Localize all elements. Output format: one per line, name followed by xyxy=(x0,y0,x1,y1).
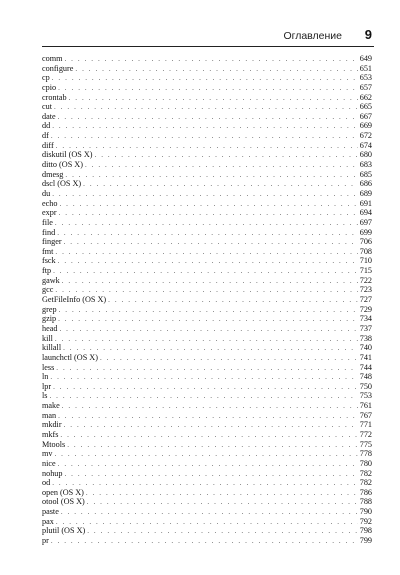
toc-entry-page: 649 xyxy=(359,54,372,63)
toc-entry xyxy=(42,73,372,83)
dot-leader xyxy=(50,373,357,382)
dot-leader xyxy=(59,200,357,209)
dot-leader xyxy=(55,286,357,295)
toc-entry-page: 786 xyxy=(359,487,372,497)
toc-entry-title: lpr xyxy=(42,381,52,391)
toc-entry-title: pax xyxy=(42,516,54,526)
toc-entry-title: killall xyxy=(42,343,62,353)
toc-entry-page: 788 xyxy=(359,497,372,507)
toc-entry-page: 782 xyxy=(359,478,372,488)
toc-entry-title: nohup xyxy=(42,468,63,478)
toc-entry-title: plutil (OS X) xyxy=(42,526,86,536)
toc-entry-page: 723 xyxy=(359,285,372,295)
dot-leader xyxy=(53,383,358,392)
toc-entry-page: 729 xyxy=(359,304,372,314)
toc-entry-title: finger xyxy=(42,237,62,247)
dot-leader xyxy=(108,296,358,305)
dot-leader xyxy=(52,74,358,83)
toc-entry-title: launchctl (OS X) xyxy=(42,352,98,362)
toc-entry xyxy=(42,507,372,517)
toc-entry xyxy=(42,430,372,440)
toc-entry xyxy=(42,469,372,479)
toc-entry-page: 708 xyxy=(359,246,372,256)
dot-leader xyxy=(52,479,358,488)
toc-entry xyxy=(42,150,372,160)
dot-leader xyxy=(95,151,358,160)
toc-entry-page: 689 xyxy=(359,188,372,198)
toc-entry xyxy=(42,189,372,199)
toc-entry-page: 737 xyxy=(359,323,372,333)
toc-entry-page: 753 xyxy=(359,391,372,401)
toc-entry-title: man xyxy=(42,410,57,420)
dot-leader xyxy=(62,402,358,411)
toc-entry-page: 734 xyxy=(359,314,372,324)
toc-entry-title: cpio xyxy=(42,82,57,92)
toc-entry-title: comm xyxy=(42,54,63,63)
toc-entry-page: 748 xyxy=(359,372,372,382)
dot-leader xyxy=(59,306,358,315)
toc-entry-title: grep xyxy=(42,304,57,314)
toc-entry xyxy=(42,391,372,401)
toc-entry xyxy=(42,179,372,189)
toc-entry-title: du xyxy=(42,188,51,198)
toc-entry xyxy=(42,401,372,411)
toc-entry xyxy=(42,488,372,498)
dot-leader xyxy=(64,421,358,430)
toc-entry-page: 706 xyxy=(359,237,372,247)
dot-leader xyxy=(51,537,358,546)
toc-entry xyxy=(42,420,372,430)
toc-entry-page: 775 xyxy=(359,439,372,449)
toc-entry-page: 674 xyxy=(359,140,372,150)
toc-entry-title: paste xyxy=(42,507,59,517)
toc-entry-title: ls xyxy=(42,391,48,401)
toc-entry xyxy=(42,93,372,103)
toc-entry xyxy=(42,353,372,363)
toc-entry xyxy=(42,334,372,344)
toc-entry-page: 669 xyxy=(359,121,372,131)
toc-entry xyxy=(42,160,372,170)
toc-entry xyxy=(42,372,372,382)
toc-entry xyxy=(42,199,372,209)
toc-entry-title: pr xyxy=(42,536,49,546)
toc-entry-page: 741 xyxy=(359,352,372,362)
toc-entry xyxy=(42,54,372,64)
dot-leader xyxy=(86,489,358,498)
toc-entry-title: crontab xyxy=(42,92,67,102)
dot-leader xyxy=(87,498,358,507)
dot-leader xyxy=(83,180,358,189)
toc-entry-page: 657 xyxy=(359,82,372,92)
toc-entry-page: 665 xyxy=(359,102,372,112)
toc-entry-page: 694 xyxy=(359,208,372,218)
toc-entry xyxy=(42,256,372,266)
toc-entry-page: 680 xyxy=(359,150,372,160)
toc-entry-title: gzip xyxy=(42,314,57,324)
toc-entry-page: 697 xyxy=(359,217,372,227)
dot-leader xyxy=(55,219,358,228)
toc-entry-title: ln xyxy=(42,372,49,382)
dot-leader xyxy=(55,248,357,257)
toc-entry-title: open (OS X) xyxy=(42,487,84,497)
toc-entry xyxy=(42,449,372,459)
toc-entry xyxy=(42,121,372,131)
toc-entry-title: diff xyxy=(42,140,54,150)
dot-leader xyxy=(65,171,357,180)
dot-leader xyxy=(54,450,357,459)
dot-leader xyxy=(52,190,358,199)
toc-entry-page: 744 xyxy=(359,362,372,372)
dot-leader xyxy=(69,94,358,103)
toc-entry-page: 722 xyxy=(359,275,372,285)
dot-leader xyxy=(49,392,357,401)
toc-entry-title: date xyxy=(42,111,56,121)
toc-entry-page: 798 xyxy=(359,526,372,536)
dot-leader xyxy=(55,335,358,344)
toc-entry xyxy=(42,295,372,305)
dot-leader xyxy=(85,161,358,170)
toc-entry-title: GetFileInfo (OS X) xyxy=(42,295,107,305)
dot-leader xyxy=(56,142,358,151)
dot-leader xyxy=(100,354,358,363)
toc-entry xyxy=(42,131,372,141)
toc-entry-title: Mtools xyxy=(42,439,66,449)
dot-leader xyxy=(60,431,357,440)
toc-entry-title: ditto (OS X) xyxy=(42,160,83,170)
toc-entry-page: 750 xyxy=(359,381,372,391)
dot-leader xyxy=(54,103,358,112)
toc-entry-page: 767 xyxy=(359,410,372,420)
dot-leader xyxy=(61,508,358,517)
toc-entry-page: 667 xyxy=(359,111,372,121)
toc-entry xyxy=(42,247,372,257)
toc-entry xyxy=(42,170,372,180)
dot-leader xyxy=(58,412,358,421)
toc-entry-page: 662 xyxy=(359,92,372,102)
toc-entry-page: 727 xyxy=(359,295,372,305)
toc-entry-page: 651 xyxy=(359,63,372,73)
toc-entry xyxy=(42,459,372,469)
toc-entry-title: dscl (OS X) xyxy=(42,179,82,189)
toc-entry xyxy=(42,83,372,93)
dot-leader xyxy=(57,229,358,238)
dot-leader xyxy=(64,55,357,64)
toc-entry-title: mv xyxy=(42,449,53,459)
toc-entry-page: 778 xyxy=(359,449,372,459)
toc-entry-page: 738 xyxy=(359,333,372,343)
toc-entry-title: echo xyxy=(42,198,58,208)
toc-entry-title: configure xyxy=(42,63,74,73)
dot-leader xyxy=(58,460,358,469)
dot-leader xyxy=(75,65,357,74)
toc-entry xyxy=(42,228,372,238)
dot-leader xyxy=(67,441,358,450)
toc-entry-page: 782 xyxy=(359,468,372,478)
toc-entry xyxy=(42,218,372,228)
toc-entry-title: od xyxy=(42,478,51,488)
toc-entry-page: 715 xyxy=(359,266,372,276)
toc-entry-title: find xyxy=(42,227,56,237)
toc-entry-page: 672 xyxy=(359,131,372,141)
toc-entry-title: diskutil (OS X) xyxy=(42,150,93,160)
toc-entry xyxy=(42,363,372,373)
toc-entry xyxy=(42,478,372,488)
header-title: Оглавление xyxy=(283,30,342,42)
dot-leader xyxy=(53,267,358,276)
toc-entry xyxy=(42,64,372,74)
toc-entry-title: cp xyxy=(42,73,50,83)
toc-entry xyxy=(42,343,372,353)
toc-entry-title: make xyxy=(42,401,60,411)
toc-entry-page: 691 xyxy=(359,198,372,208)
toc-entry-title: mkdir xyxy=(42,420,62,430)
toc-entry-page: 761 xyxy=(359,401,372,411)
toc-entry-page: 780 xyxy=(359,458,372,468)
toc-entry-title: gcc xyxy=(42,285,54,295)
toc-entry xyxy=(42,314,372,324)
toc-entry xyxy=(42,536,372,546)
toc-entry xyxy=(42,517,372,527)
toc-entry xyxy=(42,112,372,122)
toc-entry-title: mkfs xyxy=(42,429,59,439)
toc-entry-title: ftp xyxy=(42,266,52,276)
toc-entry-title: otool (OS X) xyxy=(42,497,85,507)
page-number: 9 xyxy=(364,27,372,42)
toc-entry-page: 699 xyxy=(359,227,372,237)
dot-leader xyxy=(58,315,358,324)
toc-entry xyxy=(42,285,372,295)
toc-entry-title: head xyxy=(42,323,58,333)
toc-entry-title: cut xyxy=(42,102,53,112)
dot-leader xyxy=(58,84,358,93)
toc-entry-title: df xyxy=(42,131,49,141)
toc-entry-title: file xyxy=(42,217,53,227)
toc-entry-title: fmt xyxy=(42,246,54,256)
toc-entry-page: 799 xyxy=(359,536,372,546)
toc-entry-title: gawk xyxy=(42,275,60,285)
toc-entry-title: kill xyxy=(42,333,53,343)
dot-leader xyxy=(58,257,358,266)
toc-entry-page: 686 xyxy=(359,179,372,189)
toc-entry-page: 792 xyxy=(359,516,372,526)
toc-entry xyxy=(42,440,372,450)
dot-leader xyxy=(87,527,358,536)
toc-entry-title: dd xyxy=(42,121,51,131)
toc-entry-title: less xyxy=(42,362,55,372)
dot-leader xyxy=(63,344,358,353)
toc-entry xyxy=(42,237,372,247)
toc-entry-page: 790 xyxy=(359,507,372,517)
toc-entry xyxy=(42,276,372,286)
toc-entry xyxy=(42,102,372,112)
dot-leader xyxy=(51,132,358,141)
toc-entry-page: 683 xyxy=(359,160,372,170)
dot-leader xyxy=(64,470,357,479)
toc-entry-title: nice xyxy=(42,458,56,468)
toc-entry-page: 685 xyxy=(359,169,372,179)
table-of-contents xyxy=(42,54,372,546)
toc-entry xyxy=(42,526,372,536)
running-header xyxy=(42,26,374,47)
dot-leader xyxy=(59,325,357,334)
toc-entry xyxy=(42,208,372,218)
toc-entry xyxy=(42,305,372,315)
toc-entry-page: 653 xyxy=(359,73,372,83)
toc-entry-page: 740 xyxy=(359,343,372,353)
dot-leader xyxy=(52,122,358,131)
toc-entry-title: expr xyxy=(42,208,57,218)
toc-entry xyxy=(42,497,372,507)
dot-leader xyxy=(58,113,358,122)
toc-entry-page: 772 xyxy=(359,429,372,439)
toc-entry xyxy=(42,141,372,151)
toc-entry-title: dmesg xyxy=(42,169,64,179)
dot-leader xyxy=(56,518,358,527)
toc-entry-page: 771 xyxy=(359,420,372,430)
toc-entry-page: 710 xyxy=(359,256,372,266)
toc-entry xyxy=(42,266,372,276)
dot-leader xyxy=(64,238,358,247)
toc-entry xyxy=(42,382,372,392)
dot-leader xyxy=(56,364,357,373)
dot-leader xyxy=(59,209,358,218)
toc-entry xyxy=(42,411,372,421)
toc-entry xyxy=(42,324,372,334)
dot-leader xyxy=(62,277,358,286)
toc-entry-title: fsck xyxy=(42,256,56,266)
